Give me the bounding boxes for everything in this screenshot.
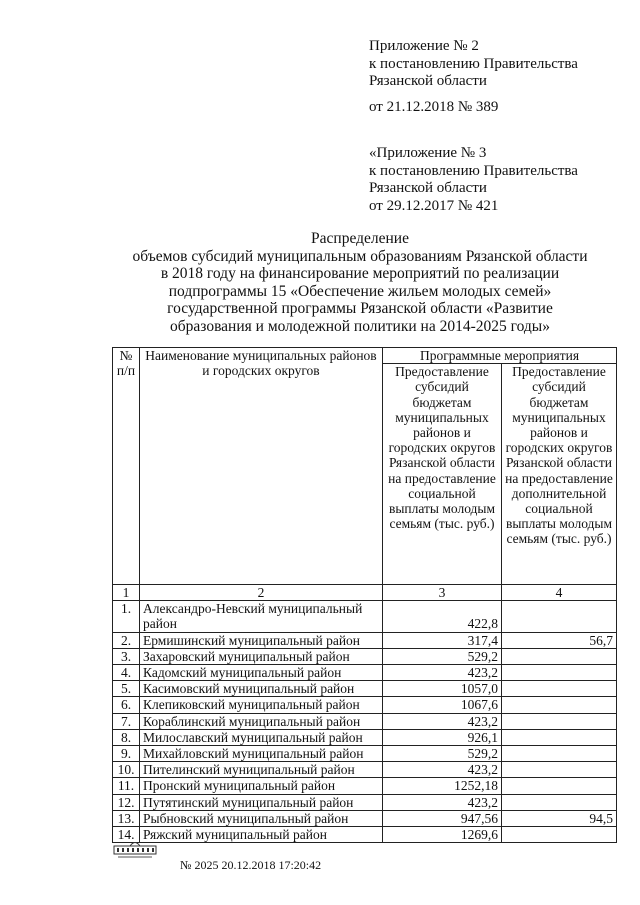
additional-subsidy-value — [502, 697, 617, 713]
table-row — [113, 794, 617, 810]
district-name: Ермишинский муниципальный район — [140, 632, 383, 648]
row-number: 7. — [113, 713, 140, 729]
subsidy-value: 422,8 — [383, 601, 502, 632]
row-number: 9. — [113, 746, 140, 762]
subsidy-value: 926,1 — [383, 729, 502, 745]
subsidy-value: 1252,18 — [383, 778, 502, 794]
district-name: Милославский муниципальный район — [140, 729, 383, 745]
title-line: подпрограммы 15 «Обеспечение жильем молодых семей» — [168, 282, 552, 300]
additional-subsidy-value — [502, 778, 617, 794]
appendix-number: Приложение № 2 — [369, 38, 479, 54]
district-name: Клепиковский муниципальный район — [140, 697, 383, 713]
header-name: Наименование муниципальных районов и городских округов — [140, 348, 383, 585]
subsidy-value: 529,2 — [383, 746, 502, 762]
subsidy-value: 423,2 — [383, 713, 502, 729]
column-number: 1 — [113, 585, 140, 601]
additional-subsidy-value: 94,5 — [502, 810, 617, 826]
additional-subsidy-value — [502, 794, 617, 810]
subsidy-value: 423,2 — [383, 762, 502, 778]
district-name: Ряжский муниципальный район — [140, 827, 383, 843]
registry-stamp-logo-icon — [112, 838, 158, 860]
column-number: 3 — [383, 585, 502, 601]
additional-subsidy-value — [502, 601, 617, 632]
additional-subsidy-value — [502, 713, 617, 729]
appendix-region: Рязанской области — [369, 73, 487, 89]
appendix-current-header — [369, 38, 578, 116]
row-number: 12. — [113, 794, 140, 810]
additional-subsidy-value — [502, 827, 617, 843]
additional-subsidy-value — [502, 648, 617, 664]
subsidy-value: 1057,0 — [383, 681, 502, 697]
title-line: образования и молодежной политики на 2014-2025 годы» — [170, 317, 550, 335]
subsidy-value: 529,2 — [383, 648, 502, 664]
additional-subsidy-value — [502, 665, 617, 681]
additional-subsidy-value: 56,7 — [502, 632, 617, 648]
district-name: Захаровский муниципальный район — [140, 648, 383, 664]
column-number: 2 — [140, 585, 383, 601]
row-number: 14. — [113, 827, 140, 843]
subsidy-value: 423,2 — [383, 665, 502, 681]
header-no: № п/п — [113, 348, 140, 585]
table-row — [113, 729, 617, 745]
district-name: Кадомский муниципальный район — [140, 665, 383, 681]
header-col3: Предоставление субсидий бюджетам муниципальных районов и городских округов Рязанской области на предоставление социальной выплаты молодым семьям (тыс. руб.) — [383, 364, 502, 585]
header-group: Программные мероприятия — [383, 348, 617, 364]
row-number: 3. — [113, 648, 140, 664]
row-number: 11. — [113, 778, 140, 794]
table-row — [113, 632, 617, 648]
prev-appendix-number: «Приложение № 3 — [369, 145, 487, 161]
district-name: Касимовский муниципальный район — [140, 681, 383, 697]
appendix-date: от 21.12.2018 № 389 — [369, 98, 499, 115]
row-number: 6. — [113, 697, 140, 713]
table-row — [113, 762, 617, 778]
table-row — [113, 810, 617, 826]
column-numbers-row — [113, 585, 617, 601]
header-col4: Предоставление субсидий бюджетам муниципальных районов и городских округов Рязанской области на предоставление дополнительной социальной выплаты молодым семьям (тыс. руб.) — [502, 364, 617, 585]
district-name: Рыбновский муниципальный район — [140, 810, 383, 826]
row-number: 2. — [113, 632, 140, 648]
table-row — [113, 681, 617, 697]
additional-subsidy-value — [502, 681, 617, 697]
row-number: 1. — [113, 601, 140, 632]
prev-appendix-decree-ref: к постановлению Правительства — [369, 162, 578, 179]
table-row — [113, 827, 617, 843]
district-name: Путятинский муниципальный район — [140, 794, 383, 810]
title-line: государственной программы Рязанской области «Развитие — [167, 300, 553, 317]
appendix-previous-header — [369, 145, 578, 215]
table-row — [113, 648, 617, 664]
row-number: 13. — [113, 810, 140, 826]
table-row — [113, 713, 617, 729]
row-number: 10. — [113, 762, 140, 778]
row-number: 8. — [113, 729, 140, 745]
prev-appendix-date: от 29.12.2017 № 421 — [369, 197, 499, 214]
table-row — [113, 665, 617, 681]
table-row — [113, 778, 617, 794]
subsidy-value: 423,2 — [383, 794, 502, 810]
subsidy-value: 317,4 — [383, 632, 502, 648]
table-row — [113, 601, 617, 632]
table-row — [113, 697, 617, 713]
table-row — [113, 746, 617, 762]
subsidy-value: 947,56 — [383, 810, 502, 826]
district-name: Кораблинский муниципальный район — [140, 713, 383, 729]
row-number: 4. — [113, 665, 140, 681]
prev-appendix-region: Рязанской области — [369, 180, 487, 196]
title-line: объемов субсидий муниципальным образованиям Рязанской области — [132, 247, 588, 265]
district-name: Михайловский муниципальный район — [140, 746, 383, 762]
title-line: в 2018 году на финансирование мероприятий по реализации — [160, 265, 560, 282]
document-title — [110, 230, 610, 335]
column-number: 4 — [502, 585, 617, 601]
district-name: Александро-Невский муниципальный район — [140, 601, 383, 632]
subsidy-value: 1269,6 — [383, 827, 502, 843]
additional-subsidy-value — [502, 729, 617, 745]
additional-subsidy-value — [502, 762, 617, 778]
appendix-decree-ref: к постановлению Правительства — [369, 55, 578, 72]
registration-stamp: № 2025 20.12.2018 17:20:42 — [180, 858, 322, 872]
subsidy-table — [112, 347, 617, 843]
subsidy-value: 1067,6 — [383, 697, 502, 713]
additional-subsidy-value — [502, 746, 617, 762]
title-line: Распределение — [311, 230, 409, 247]
row-number: 5. — [113, 681, 140, 697]
district-name: Пронский муниципальный район — [140, 778, 383, 794]
district-name: Пителинский муниципальный район — [140, 762, 383, 778]
